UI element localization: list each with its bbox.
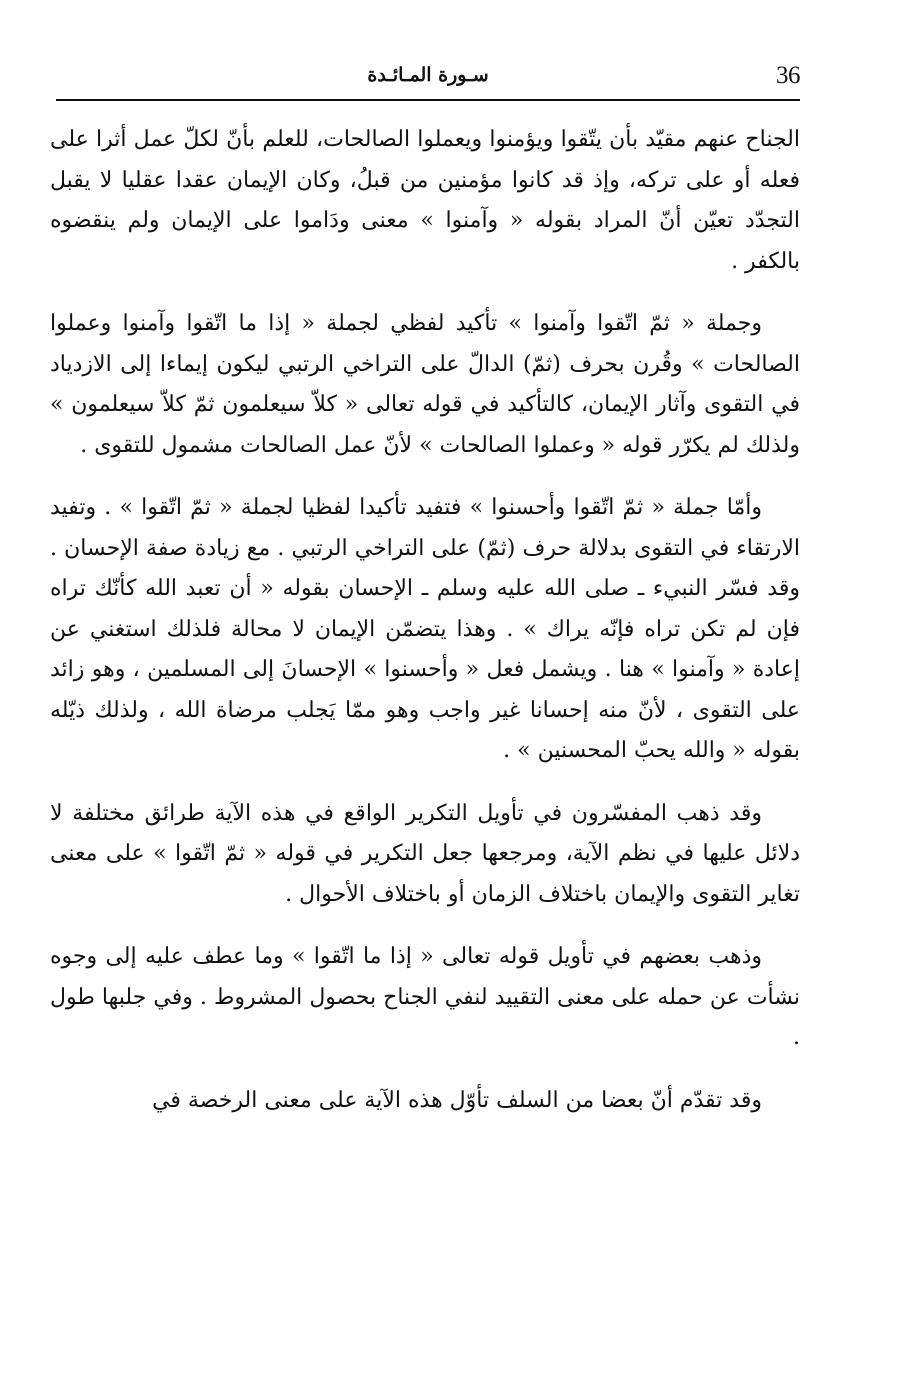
paragraph: وذهب بعضهم في تأويل قوله تعالى « إذا ما اتّقوا » وما عطف عليه إلى وجوه نشأت عن حمله على معنى التقييد لنفي الجناح بحصول المشروط . وفي جلبها طول . bbox=[50, 944, 800, 1050]
paragraph: الجناح عنهم مقيّد بأن يتّقوا ويؤمنوا ويعملوا الصالحات، للعلم بأنّ لكلّ عمل أثرا على فعله أو على تركه، وإذ قد كانوا مؤمنين من قبلُ، وكان الإيمان عقدا عقليا لا يقبل التجدّد تعيّن أنّ المراد بقوله « وآمنوا » معنى ودَاموا على الإيمان ولم ينقضوه بالكفر . bbox=[50, 127, 800, 274]
page-number: 36 bbox=[776, 62, 800, 89]
body-text bbox=[50, 120, 800, 1143]
running-title: سـورة المـائـدة bbox=[367, 64, 489, 86]
paragraph: وقد ذهب المفسّرون في تأويل التكرير الواقع في هذه الآية طرائق مختلفة لا دلائل عليها في نظم الآية، ومرجعها جعل التكرير في قوله « ثمّ اتّقوا » على معنى تغاير التقوى والإيمان باختلاف الزمان أو باختلاف الأحوال . bbox=[50, 800, 800, 907]
header-divider bbox=[56, 99, 800, 101]
page-header bbox=[56, 58, 800, 100]
paragraph: وأمّا جملة « ثمّ اتّقوا وأحسنوا » فتفيد تأكيدا لفظيا لجملة « ثمّ اتّقوا » . وتفيد الارتقاء في التقوى بدلالة حرف (ثمّ) على التراخي الرتبي . مع زيادة صفة الإحسان . وقد فسّر النبيء ـ صلى الله عليه وسلم ـ الإحسان بقوله « أن تعبد الله كأنّك تراه فإن لم تكن تراه فإنّه يراك » . وهذا يتضمّن الإيمان لا محالة فلذلك استغني عن إعادة « وآمنوا » هنا . ويشمل فعل « وأحسنوا » الإحسانَ إلى المسلمين ، وهو زائد على التقوى ، لأنّ منه إحسانا غير واجب وهو ممّا يَجلب مرضاة الله ، ولذلك ذيّله بقوله « والله يحبّ المحسنين » . bbox=[50, 495, 800, 763]
paragraph: وقد تقدّم أنّ بعضا من السلف تأوّل هذه الآية على معنى الرخصة في bbox=[152, 1087, 762, 1113]
paragraph: وجملة « ثمّ اتّقوا وآمنوا » تأكيد لفظي لجملة « إذا ما اتّقوا وآمنوا وعملوا الصالحات » وقُرن بحرف (ثمّ) الدالّ على التراخي الرتبي ليكون إيماءا إلى الازدياد في التقوى وآثار الإيمان، كالتأكيد في قوله تعالى « كلاّ سيعلمون ثمّ كلاّ سيعلمون » ولذلك لم يكرّر قوله « وعملوا الصالحات » لأنّ عمل الصالحات مشمول للتقوى . bbox=[50, 311, 800, 458]
